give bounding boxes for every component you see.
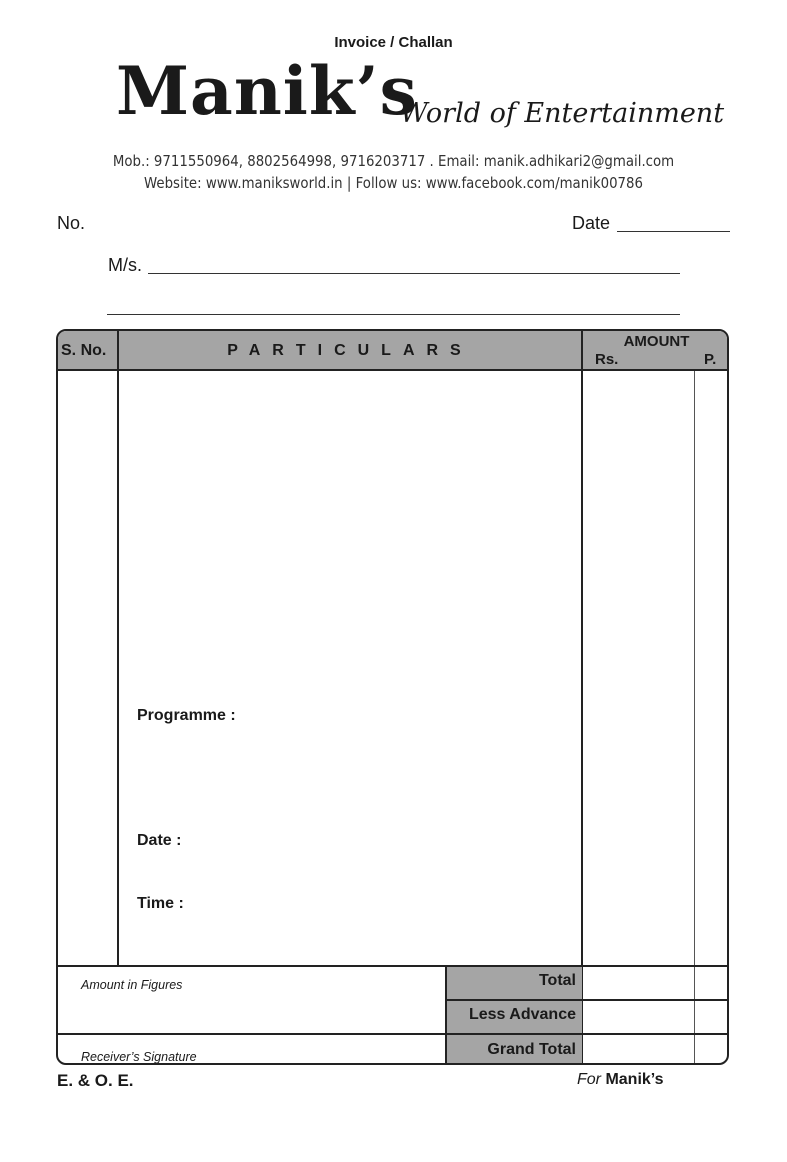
less-advance-label: Less Advance	[468, 1006, 576, 1023]
column-paise: P.	[704, 351, 717, 368]
date-field[interactable]	[617, 231, 730, 232]
divider	[58, 1033, 727, 1035]
brand-logo: Manik’s	[116, 52, 418, 130]
column-particulars: PARTICULARS	[227, 342, 473, 359]
divider	[581, 331, 583, 1065]
invoice-number-label: No.	[57, 213, 86, 233]
web-info: Website: www.maniksworld.in | Follow us: www.facebook.com/manik00786	[143, 174, 644, 192]
divider	[446, 999, 729, 1001]
customer-field-line-2[interactable]	[107, 314, 680, 315]
divider	[58, 965, 727, 967]
column-rs: Rs.	[595, 351, 619, 368]
brand-tagline: World of Entertainment	[400, 98, 725, 129]
total-label: Total	[538, 972, 576, 989]
divider	[694, 371, 695, 1065]
divider	[117, 331, 119, 965]
invoice-table	[56, 329, 729, 1065]
programme-label: Programme :	[137, 707, 236, 724]
column-amount: AMOUNT	[623, 333, 690, 350]
customer-field-line-1[interactable]	[148, 273, 680, 274]
contact-info: Mob.: 9711550964, 8802564998, 9716203717 . Email: manik.adhikari2@gmail.com	[112, 152, 675, 170]
event-time-label: Time :	[137, 895, 184, 912]
document-type: Invoice / Challan	[334, 34, 453, 51]
for-name: Manik’s	[605, 1071, 664, 1088]
column-sno: S. No.	[61, 342, 107, 359]
date-label: Date	[572, 213, 611, 233]
event-date-label: Date :	[137, 832, 182, 849]
customer-label: M/s.	[108, 255, 142, 275]
divider	[445, 965, 447, 1065]
eoe-note: E. & O. E.	[57, 1071, 134, 1090]
table-header	[58, 331, 727, 371]
amount-in-figures-label: Amount in Figures	[81, 978, 183, 992]
signatory	[577, 1071, 664, 1089]
grand-total-label: Grand Total	[487, 1041, 576, 1058]
for-prefix: For	[577, 1071, 601, 1088]
receivers-signature-label: Receiver’s Signature	[81, 1050, 197, 1064]
